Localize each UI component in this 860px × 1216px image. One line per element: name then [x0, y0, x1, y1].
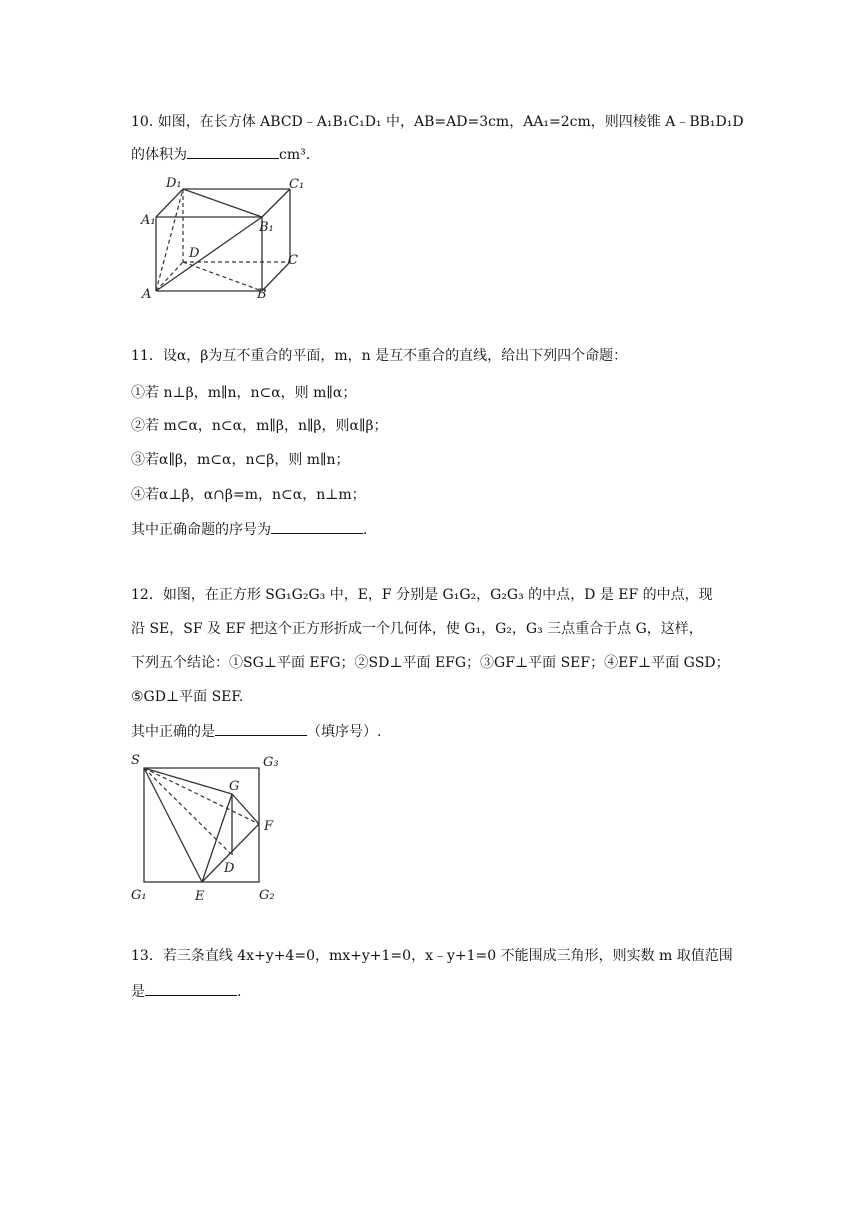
q12-label-D: D [224, 861, 235, 876]
q13-ask-end: . [237, 984, 242, 1000]
q10-label-B: B [257, 287, 267, 302]
q10-answer-blank[interactable] [187, 144, 279, 159]
q10-label-A1: A₁ [141, 213, 156, 228]
q12-label-S: S [131, 753, 140, 768]
q12-ask-text: 其中正确的是 [131, 724, 215, 740]
q13-line1: 13．若三条直线 4x+y+4=0，mx+y+1=0，x﹣y+1=0 不能围成三角形，则实数 m 取值范围 [131, 948, 733, 964]
q12-label-E: E [195, 889, 205, 904]
q10-ask-text: 的体积为 [131, 147, 187, 163]
q12-square-figure [128, 748, 288, 908]
q12-label-G2: G₂ [259, 888, 275, 903]
q11-answer-blank[interactable] [271, 519, 363, 534]
q10-label-D1: D₁ [166, 176, 182, 191]
q11-item-2: ②若 m⊂α，n⊂α，m∥β，n∥β，则α∥β； [131, 418, 388, 434]
q12-ask-end: （填序号）. [307, 724, 382, 740]
q12-ask [131, 721, 381, 742]
q11-item-3: ③若α∥β，m⊂α，n⊂β，则 m∥n； [131, 452, 350, 468]
q10-unit: cm³. [279, 147, 311, 163]
q12-line2: 沿 SE，SF 及 EF 把这个正方形折成一个几何体，使 G₁，G₂，G₃ 三点重合于点 G，这样， [131, 621, 703, 637]
q11-item-1: ①若 n⊥β，m∥n，n⊂α，则 m∥α； [131, 385, 357, 401]
q13-ask-text: 是 [131, 984, 145, 1000]
q10-line1: 10. 如图，在长方体 ABCD﹣A₁B₁C₁D₁ 中，AB=AD=3cm，AA₁=2cm，则四棱锥 A﹣BB₁D₁D [131, 114, 744, 130]
q11-ask-end: . [363, 522, 368, 538]
q12-line4: ⑤GD⊥平面 SEF. [131, 689, 244, 705]
q11-ask [131, 519, 367, 540]
q13-answer-blank[interactable] [145, 981, 237, 996]
q12-line1: 12．如图，在正方形 SG₁G₂G₃ 中，E，F 分别是 G₁G₂，G₂G₃ 的中点，D 是 EF 的中点，现 [131, 587, 713, 603]
q10-cuboid-figure [138, 174, 308, 304]
q10-label-D: D [189, 246, 200, 261]
q12-label-G1: G₁ [131, 888, 147, 903]
q12-line3: 下列五个结论：①SG⊥平面 EFG；②SD⊥平面 EFG；③GF⊥平面 SEF；④EF⊥平面 GSD； [131, 655, 730, 671]
q12-answer-blank[interactable] [215, 721, 307, 736]
q11-ask-text: 其中正确命题的序号为 [131, 522, 271, 538]
q10-line2 [131, 144, 310, 165]
q12-label-F: F [264, 819, 274, 834]
q12-label-G3: G₃ [263, 755, 279, 770]
q13-line2 [131, 981, 241, 1002]
q10-label-C1: C₁ [289, 177, 305, 192]
q10-label-C: C [288, 253, 298, 268]
q12-label-G: G [229, 779, 240, 794]
q10-label-A: A [142, 287, 152, 302]
q10-label-B1: B₁ [259, 220, 274, 235]
q11-stem: 11．设α，β为互不重合的平面，m，n 是互不重合的直线，给出下列四个命题： [131, 348, 628, 364]
q11-item-4: ④若α⊥β，α∩β=m，n⊂α，n⊥m； [131, 487, 366, 503]
